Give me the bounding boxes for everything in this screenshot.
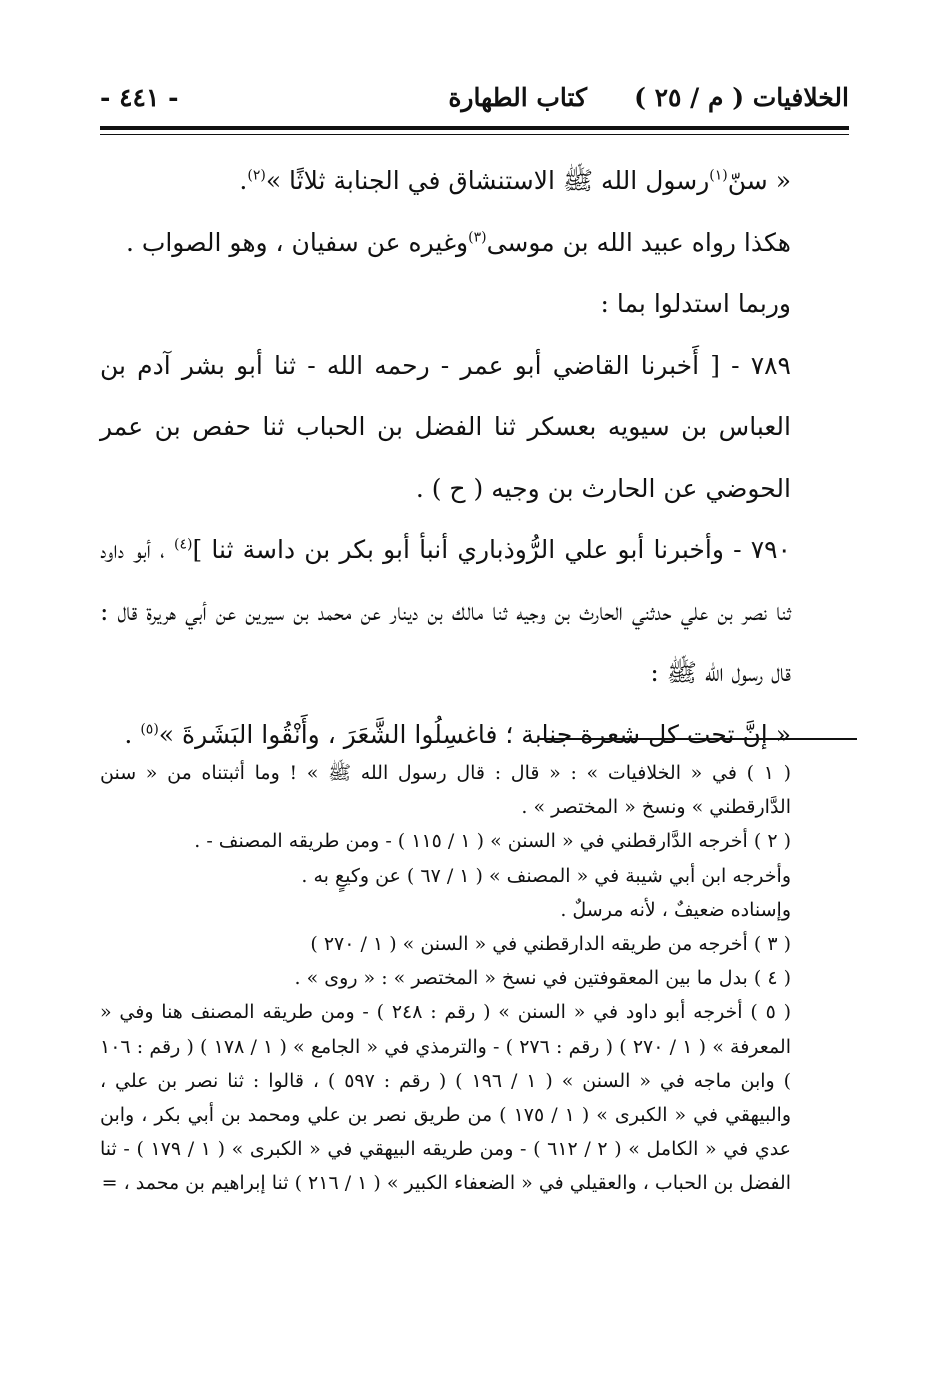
- hadith-790: [100, 519, 849, 704]
- footnote-ref: (٥): [140, 721, 159, 738]
- footnote-2-cont: وإسناده ضعيفٌ ، لأنه مرسلٌ .: [560, 898, 791, 921]
- footnote-5: ( ٥ ) أخرجه أبو داود في « السنن » ( رقم : ٢٤٨ ) - ومن طريقه المصنف هنا وفي « المعرفة » ( ١ / ٢٧٠ ) ( رقم : ٢٧٦ ) - والترمذي في « الجامع » ( ١ / ١٧٨ ) ( رقم : ١٠٦ ) وابن ماجه في « السنن » ( ١ / ١٩٦ ) ( رقم : ٥٩٧ ) ، قالوا : ثنا نصر بن علي ، والبيهقي في « الكبرى » ( ١ / ١٧٥ ) من طريق نصر بن علي ومحمد بن أبي بكر ، وابن عدي في « الكامل » ( ٢ / ٦١٢ ) - ومن طريقه البيهقي في « الكبرى » ( ١ / ١٧٩ ) - ثنا الفضل بن الحباب ، والعقيلي في « الضعفاء الكبير » ( ١ / ٢١٦ ) ثنا إبراهيم بن محمد ، =: [100, 1001, 792, 1195]
- footnote-ref: (٤): [173, 536, 193, 553]
- text-run: ٧٩٠ - وأخبرنا أبو علي الرُّوذباري أنبأ أبو بكر بن داسة ثنا ]: [192, 535, 791, 564]
- footnotes: [100, 756, 849, 1201]
- footnote-2-cont: وأخرجه ابن أبي شيبة في « المصنف » ( ١ / ٦٧ ) عن وكيعٍ به .: [301, 864, 791, 887]
- footnote-ref: (١): [709, 167, 728, 184]
- footnote-4: ( ٤ ) بدل ما بين المعقوفتين في نسخ « المختصر » : « روى » .: [294, 967, 791, 990]
- footnote-ref: (٣): [468, 229, 487, 246]
- text-run: هكذا رواه عبيد الله بن موسى: [486, 227, 791, 257]
- text-run: ، أبو داود ثنا نصر بن علي حدثني الحارث بن وجيه ثنا مالك بن دينار عن محمد بن سيرين عن أبي هريرة قال : قال رسول الله ﷺ :: [100, 535, 791, 687]
- footnote-ref: (٢): [247, 167, 266, 184]
- page-number: - ٤٤١ -: [100, 83, 179, 112]
- text-run: « إنَّ تحت كل شعرة جنابة ؛ فاغسِلُوا الشَّعَرَ ، وأَنْقُوا البَشَرةَ »: [158, 719, 791, 749]
- footnote-separator: [538, 738, 857, 740]
- text-run: .: [124, 719, 133, 749]
- header-rule-thin: [100, 134, 849, 135]
- chapter-title: كتاب الطهارة: [448, 83, 587, 112]
- text-run: .: [239, 166, 248, 195]
- footnote-2: ( ٢ ) أخرجه الدَّارقطني في « السنن » ( ١ / ١١٥ ) - ومن طريقه المصنف - .: [194, 830, 791, 853]
- text-line: [100, 150, 849, 212]
- header-rule-thick: [100, 126, 849, 130]
- text-run: وغيره عن سفيان ، وهو الصواب .: [125, 227, 469, 257]
- footnote-1: ( ١ ) في « الخلافيات » : « قال : قال رسول الله ﷺ » ! وما أثبتناه من « سنن الدَّارقطني » ونسخ « المختصر » .: [100, 762, 792, 819]
- hadith-789: ٧٨٩ - [ أَخبرنا القاضي أبو عمر - رحمه الله - ثنا أبو بشر آدم بن العباس بن سيويه بعسكر ثنا الفضل بن الحباب ثنا حفص بن عمر الحوضي عن الحارث بن وجيه ( ح ) .: [100, 350, 791, 503]
- main-text: [100, 150, 849, 765]
- text-line: وربما استدلوا بما :: [600, 289, 791, 318]
- running-title: الخلافيات ( م / ٢٥ ): [634, 83, 849, 112]
- text-run: « سنّ: [727, 166, 791, 195]
- page-header: [100, 78, 849, 122]
- footnote-3: ( ٣ ) أخرجه من طريقه الدارقطني في « السنن » ( ١ / ٢٧٠ ): [310, 933, 791, 956]
- text-line: [100, 212, 849, 274]
- text-run: رسول الله ﷺ الاستنشاق في الجنابة ثلاثًا »: [265, 166, 710, 195]
